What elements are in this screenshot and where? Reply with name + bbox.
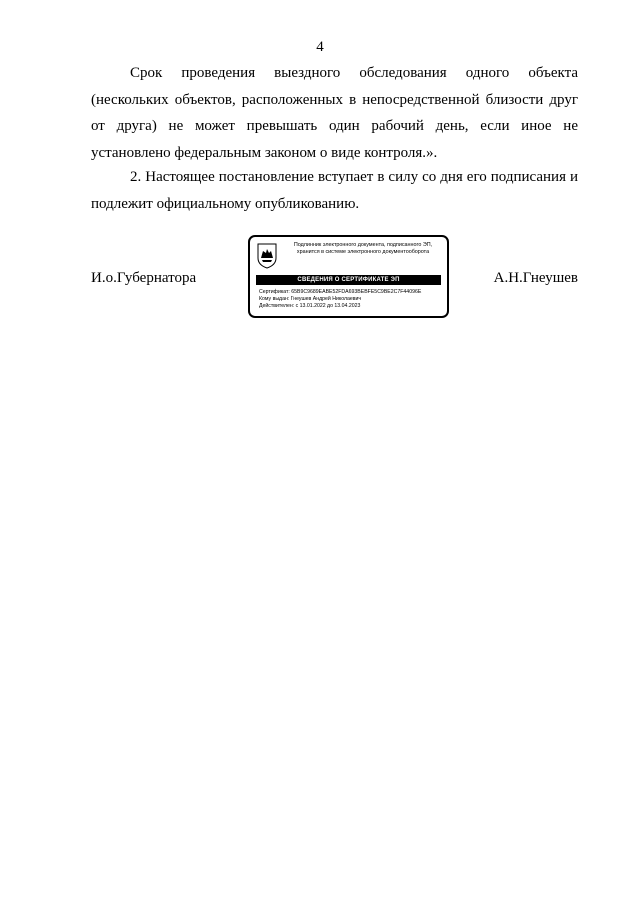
coat-of-arms-icon (257, 243, 277, 269)
stamp-issued-to: Кому выдан: Гнеушев Андрей Николаевич (259, 296, 362, 302)
stamp-header (280, 242, 446, 256)
signer-title: И.о.Губернатора (91, 270, 197, 286)
stamp-certificate-number: Сертификат: 65B9C9689EABE52FDA693BEBFE5C9BE2C7F44096E (259, 289, 422, 295)
stamp-certificate-title: СВЕДЕНИЯ О СЕРТИФИКАТЕ ЭП (256, 275, 441, 285)
electronic-signature-stamp (248, 235, 449, 318)
stamp-validity: Действителен: с 13.01.2022 до 13.04.2023 (259, 303, 361, 309)
page-number: 4 (316, 39, 324, 55)
signer-name: А.Н.Гнеушев (493, 270, 578, 286)
stamp-header-line: Подлинник электронного документа, подписанного ЭП, (293, 242, 433, 248)
stamp-header-line: хранится в системе электронного документооборота (296, 249, 430, 256)
paragraph-entry-into-force: 2. Настоящее постановление вступает в силу со дня его подписания и подлежит официальному опубликованию. (91, 169, 578, 212)
paragraph-inspection-term: Срок проведения выездного обследования одного объекта (нескольких объектов, расположенных в непосредственной близости друг от друга) не может превышать один рабочий день, если иное не установлено федеральным законом о виде контроля.». (91, 65, 578, 161)
stamp-certificate-details (259, 289, 444, 310)
